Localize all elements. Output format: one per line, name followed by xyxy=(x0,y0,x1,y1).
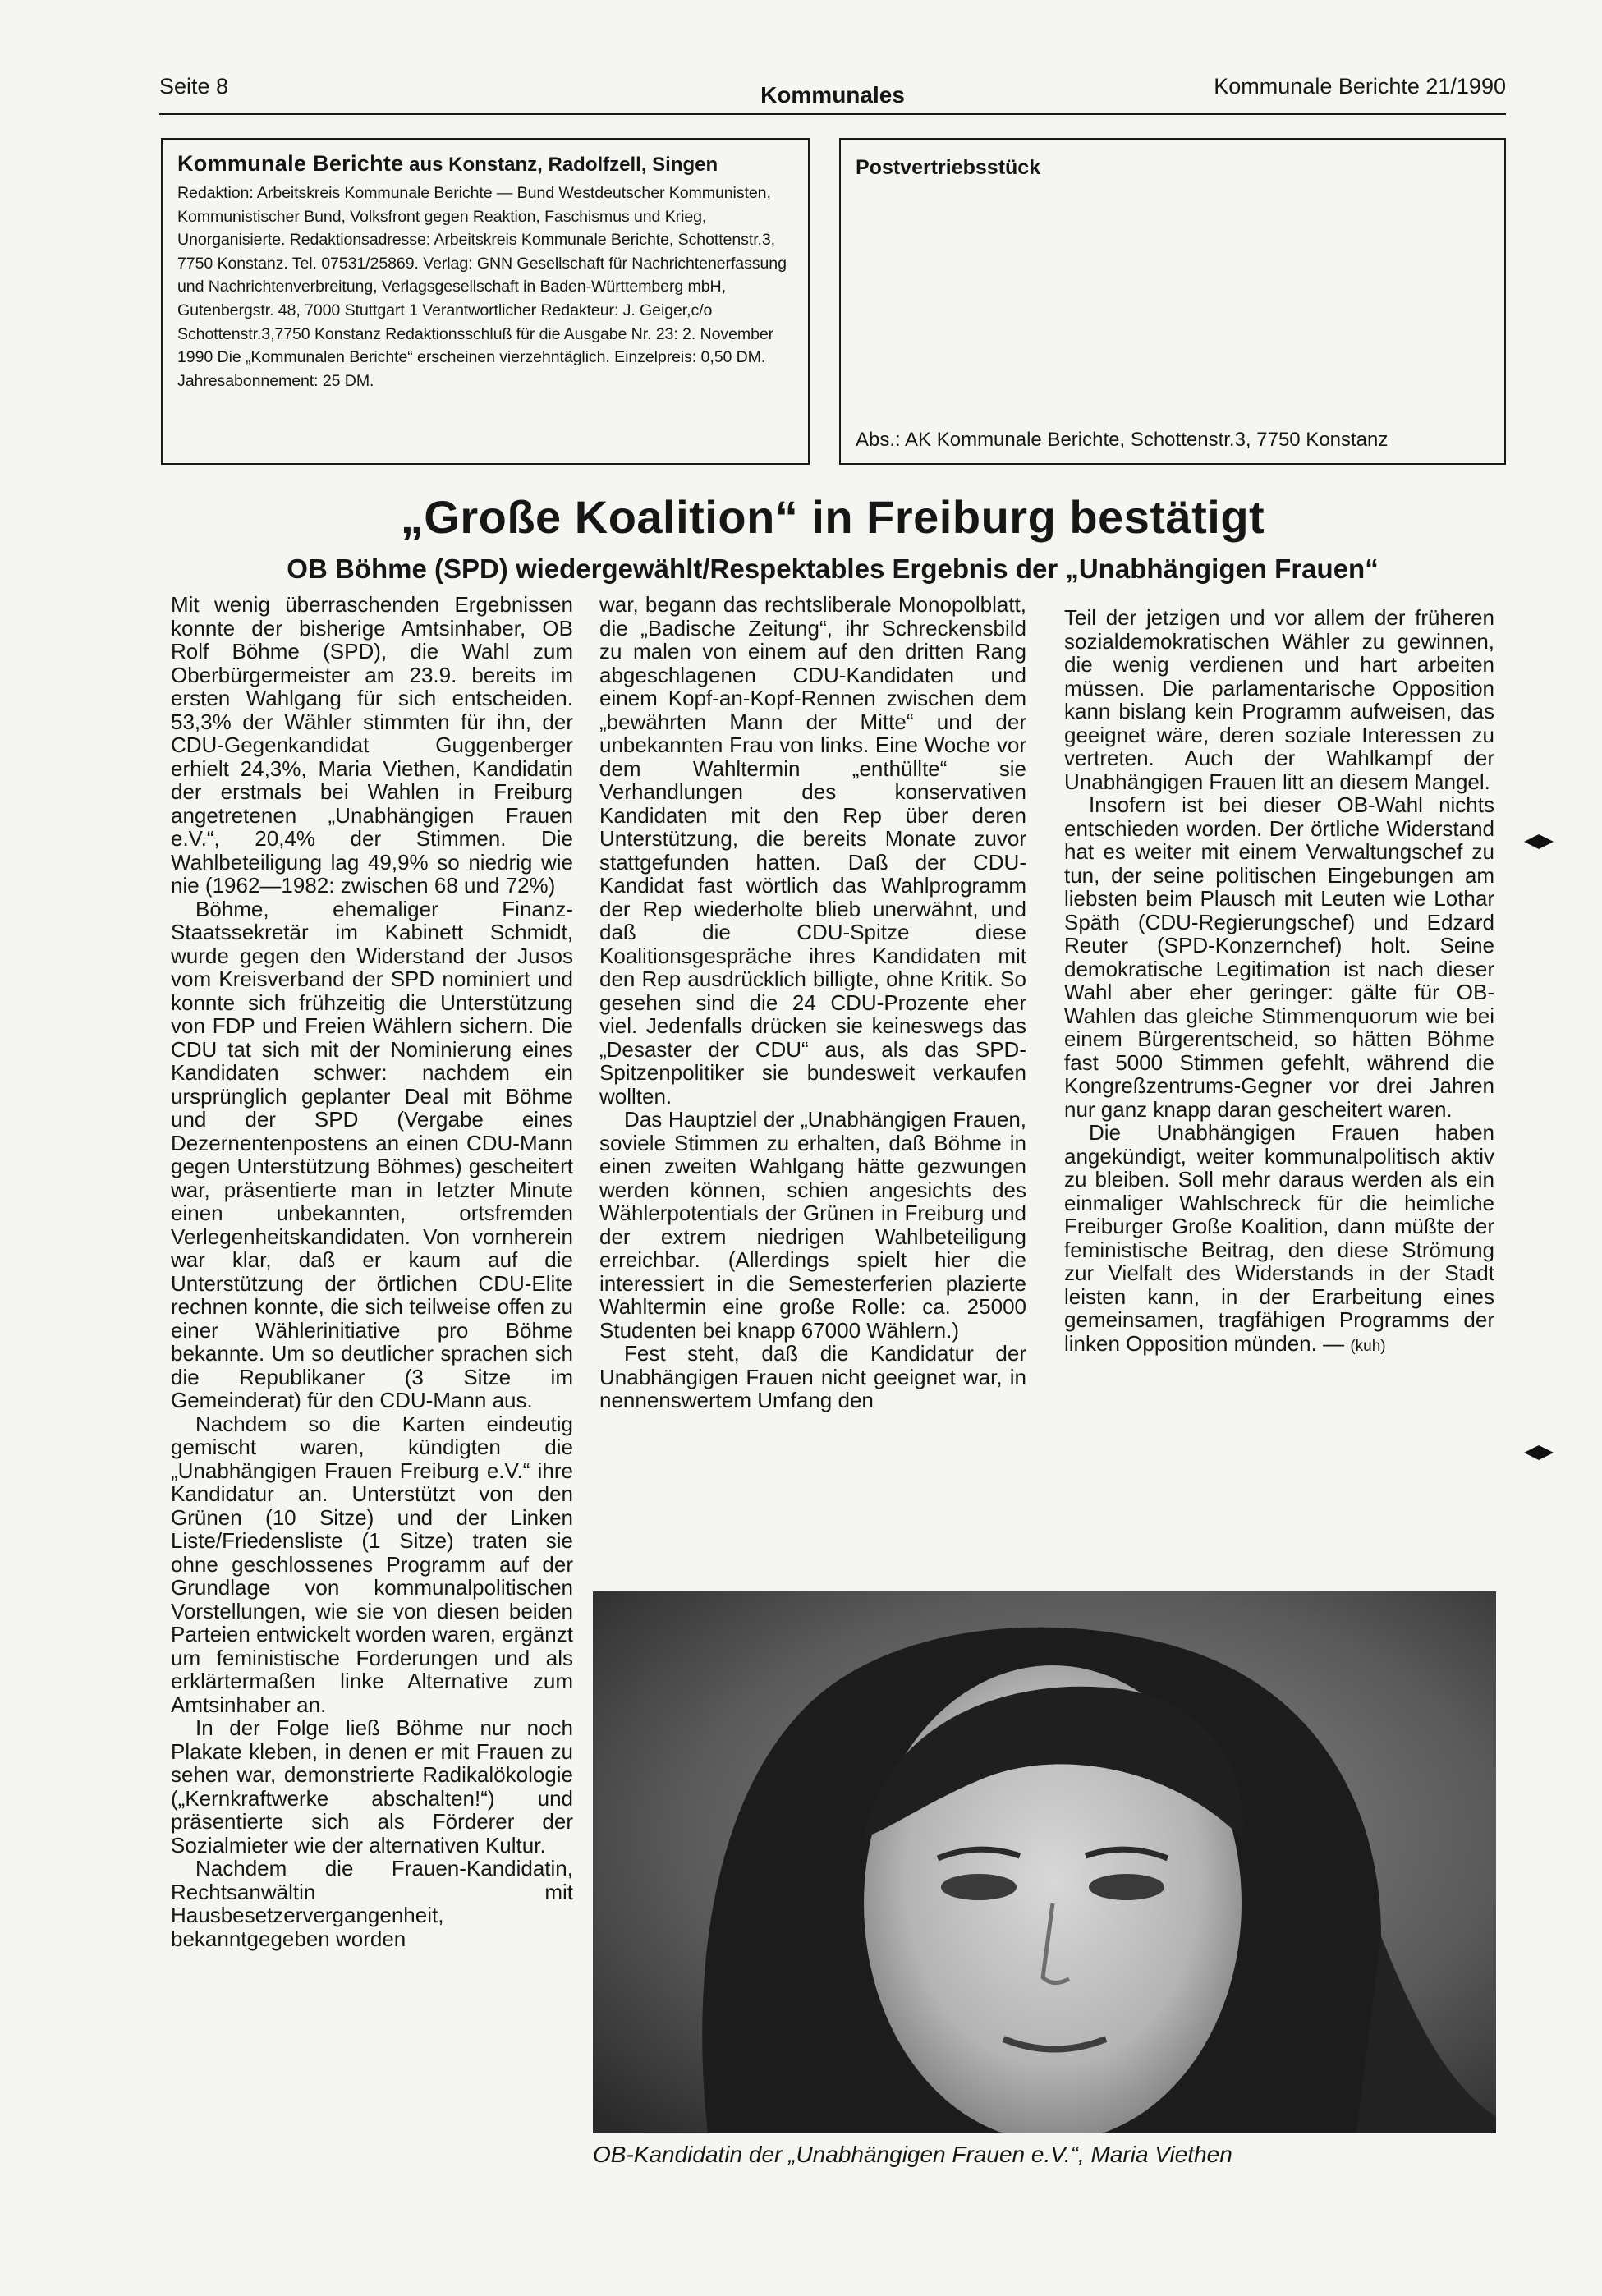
paragraph: Nachdem die Frauen-Kandidatin, Rechtsanwältin mit Hausbesetzervergangenheit, bekanntgegeben worden xyxy=(171,1856,573,1951)
article-column-3 xyxy=(1064,606,1494,1358)
paragraph: Mit wenig überraschenden Ergebnissen konnte der bisherige Amtsinhaber, OB Rolf Böhme (SPD), die Wahl zum Oberbürgermeister am 23.9. bereits im ersten Wahlgang für sich entscheiden. 53,3% der Wähler stimmten für ihn, der CDU-Gegenkandidat Guggenberger erhielt 24,3%, Maria Viethen, Kandidatin der erstmals bei Wahlen in Freiburg angetretenen „Unabhängigen Frauen e.V.“, 20,4% der Stimmen. Die Wahlbeteiligung lag 49,9% so niedrig wie nie (1962—1982: zwischen 68 und 72%) xyxy=(171,592,573,898)
running-head xyxy=(159,64,1506,108)
article-column-1 xyxy=(171,593,573,1950)
impressum-title xyxy=(177,151,793,177)
punch-hole-mark xyxy=(1521,1442,1557,1463)
photo-caption: OB-Kandidatin der „Unabhängigen Frauen e.V.“, Maria Viethen xyxy=(593,2142,1232,2167)
article-headline: „Große Koalition“ in Freiburg bestätigt xyxy=(400,491,1265,543)
paragraph: Insofern ist bei dieser OB-Wahl nichts entschieden worden. Der örtliche Widerstand hat es weiter mit einem Verwaltungschef zu tun, der seine politischen Eingebungen am liebsten beim Plausch mit Leuten wie Lothar Späth (CDU-Regierungschef) und Edzard Reuter (SPD-Konzernchef) holt. Seine demokratische Legitimation ist nach dieser Wahl aber eher geringer: gälte für OB-Wahlen das gleiche Stimmenquorum wie bei einem Bürgerentscheid, so hätten Böhme fast 5000 Stimmen gefehlt, während die Kongreßzentrums-Gegner vor drei Jahren nur ganz knapp daran gescheitert waren. xyxy=(1064,792,1494,1122)
paragraph: Das Hauptziel der „Unabhängigen Frauen, soviele Stimmen zu erhalten, daß Böhme in einen zweiten Wahlgang hätte gezwungen werden können, schien angesichts des Wählerpotentials der Grünen in Freiburg und der extrem niedrigen Wahlbeteiligung erreichbar. (Allerdings spielt hier die interessiert in die Semesterferien plazierte Wahltermin eine große Rolle: ca. 25000 Studenten bei knapp 67000 Wählern.) xyxy=(599,1107,1026,1343)
candidate-photo xyxy=(593,1591,1496,2133)
impressum-text: Redaktion: Arbeitskreis Kommunale Berichte — Bund Westdeutscher Kommunisten, Kommunistischer Bund, Volksfront gegen Reaktion, Faschismus und Krieg, Unorganisierte. Redaktionsadresse: Arbeitskreis Kommunale Berichte, Schottenstr.3, 7750 Konstanz. Tel. 07531/25869. Verlag: GNN Gesellschaft für Nachrichtenerfassung und Nachrichtenverbreitung, Verlagsgesellschaft in Baden-Württemberg mbH, Gutenbergstr. 48, 7000 Stuttgart 1 Verantwortlicher Redakteur: J. Geiger,c/o Schottenstr.3,7750 Konstanz Redaktionsschluß für die Ausgabe Nr. 23: 2. November 1990 Die „Kommunalen Berichte“ erscheinen vierzehntäglich. Einzelpreis: 0,50 DM. Jahresabonnement: 25 DM. xyxy=(177,184,787,390)
paragraph: Fest steht, daß die Kandidatur der Unabhängigen Frauen nicht geeignet war, in nennenswertem Umfang den xyxy=(599,1341,1026,1412)
postal-box xyxy=(839,138,1506,465)
sender-address: Abs.: AK Kommunale Berichte, Schottenstr.3, 7750 Konstanz xyxy=(856,429,1389,451)
paragraph xyxy=(1064,1121,1494,1358)
portrait-image xyxy=(593,1591,1496,2133)
paragraph-text: Die Unabhängigen Frauen haben angekündigt, weiter kommunalpolitisch aktiv zu bleiben. Soll mehr daraus werden als ein einmaliger Wahlschreck für die heimliche Freiburger Große Koalition, dann müßte der feministische Beitrag, den diese Strömung zur Vielfalt des Widerstands in der Stadt leisten kann, in der Erarbeitung eines gemeinsamen, tragfähigen Programms der linken Opposition münden. — xyxy=(1064,1120,1494,1356)
impressum-title-rest: aus Konstanz, Radolfzell, Singen xyxy=(403,154,718,176)
header-rule xyxy=(159,113,1506,115)
postal-label: Postvertriebsstück xyxy=(856,156,1041,179)
author-initials: (kuh) xyxy=(1350,1337,1386,1355)
page-number: Seite 8 xyxy=(159,74,229,99)
issue-label: Kommunale Berichte 21/1990 xyxy=(1214,74,1506,99)
paragraph: war, begann das rechtsliberale Monopolblatt, die „Badische Zeitung“, ihr Schreckensbild zu malen von einem auf den dritten Rang abgeschlagenen CDU-Kandidaten und einem Kopf-an-Kopf-Rennen zwischen dem „bewährten Mann der Mitte“ und der unbekannten Frau von links. Eine Woche vor dem Wahltermin „enthüllte“ sie Verhandlungen des konservativen Kandidaten mit den Rep über deren Unterstützung, die bereits Monate zuvor stattgefunden hatten. Daß der CDU-Kandidat fast wörtlich das Wahlprogramm der Rep wiederholte blieb unerwähnt, und daß die CDU-Spitze diese Koalitionsgespräche ihres Kandidaten mit den Rep ausdrücklich billigte, ohne Kritik. So gesehen sind die 24 CDU-Prozente eher viel. Jedenfalls drücken sie keineswegs das „Desaster der CDU“ aus, als das SPD-Spitzenpolitiker sie bundesweit verkaufen wollten. xyxy=(599,592,1026,1109)
impressum-title-bold: Kommunale Berichte xyxy=(177,151,404,176)
paragraph: Böhme, ehemaliger Finanz-Staatssekretär im Kabinett Schmidt, wurde gegen den Widerstand der Jusos vom Kreisverband der SPD nominiert und konnte sich frühzeitig die Unterstützung von FDP und Freien Wählern sichern. Die CDU tat sich mit der Nominierung eines Kandidaten schwer: nachdem ein ursprünglich geplanter Deal mit Böhme und der SPD (Vergabe eines Dezernentenpostens an einen CDU-Mann gegen Unterstützung Böhmes) gescheitert war, präsentierte man in letzter Minute einen unbekannten, ortsfremden Verlegenheitskandidaten. Von vornherein war klar, daß er kaum auf die Unterstützung der örtlichen CDU-Elite rechnen konnte, die sich teilweise offen zu einer Wählerinitiative pro Böhme bekannte. Um so deutlicher sprachen sich die Republikaner (3 Sitze im Gemeinderat) für den CDU-Mann aus. xyxy=(171,896,573,1412)
punch-hole-mark xyxy=(1521,831,1557,852)
paragraph: Teil der jetzigen und vor allem der früheren sozialdemokratischen Wähler zu gewinnen, die wenig verdienen und hart arbeiten müssen. Die parlamentarische Opposition kann bislang kein Programm aufweisen, das geeignet wäre, deren soziale Interessen zu vertreten. Auch der Wahlkampf der Unabhängigen Frauen litt an diesem Mangel. xyxy=(1064,605,1494,794)
section-title: Kommunales xyxy=(760,82,905,108)
paragraph: In der Folge ließ Böhme nur noch Plakate kleben, in denen er mit Frauen zu sehen war, demonstrierte Radikalökologie („Kernkraftwerke abschalten!“) und präsentierte sich als Förderer der Sozialmieter wie der alternativen Kultur. xyxy=(171,1715,573,1857)
impressum-box xyxy=(161,138,810,465)
article-subheadline: OB Böhme (SPD) wiedergewählt/Respektables Ergebnis der „Unabhängigen Frauen“ xyxy=(287,553,1379,584)
article-column-2 xyxy=(599,593,1026,1412)
paragraph: Nachdem so die Karten eindeutig gemischt waren, kündigten die „Unabhängigen Frauen Freiburg e.V.“ ihre Kandidatur an. Unterstützt von den Grünen (10 Sitze) und der Linken Liste/Friedensliste (1 Sitze) traten sie ohne geschlossenes Programm auf der Grundlage von kommunalpolitischen Vorstellungen, wie sie von diesen beiden Parteien entwickelt worden waren, ergänzt um feministische Forderungen und als erklärtermaßen linke Alternative zum Amtsinhaber an. xyxy=(171,1411,573,1717)
